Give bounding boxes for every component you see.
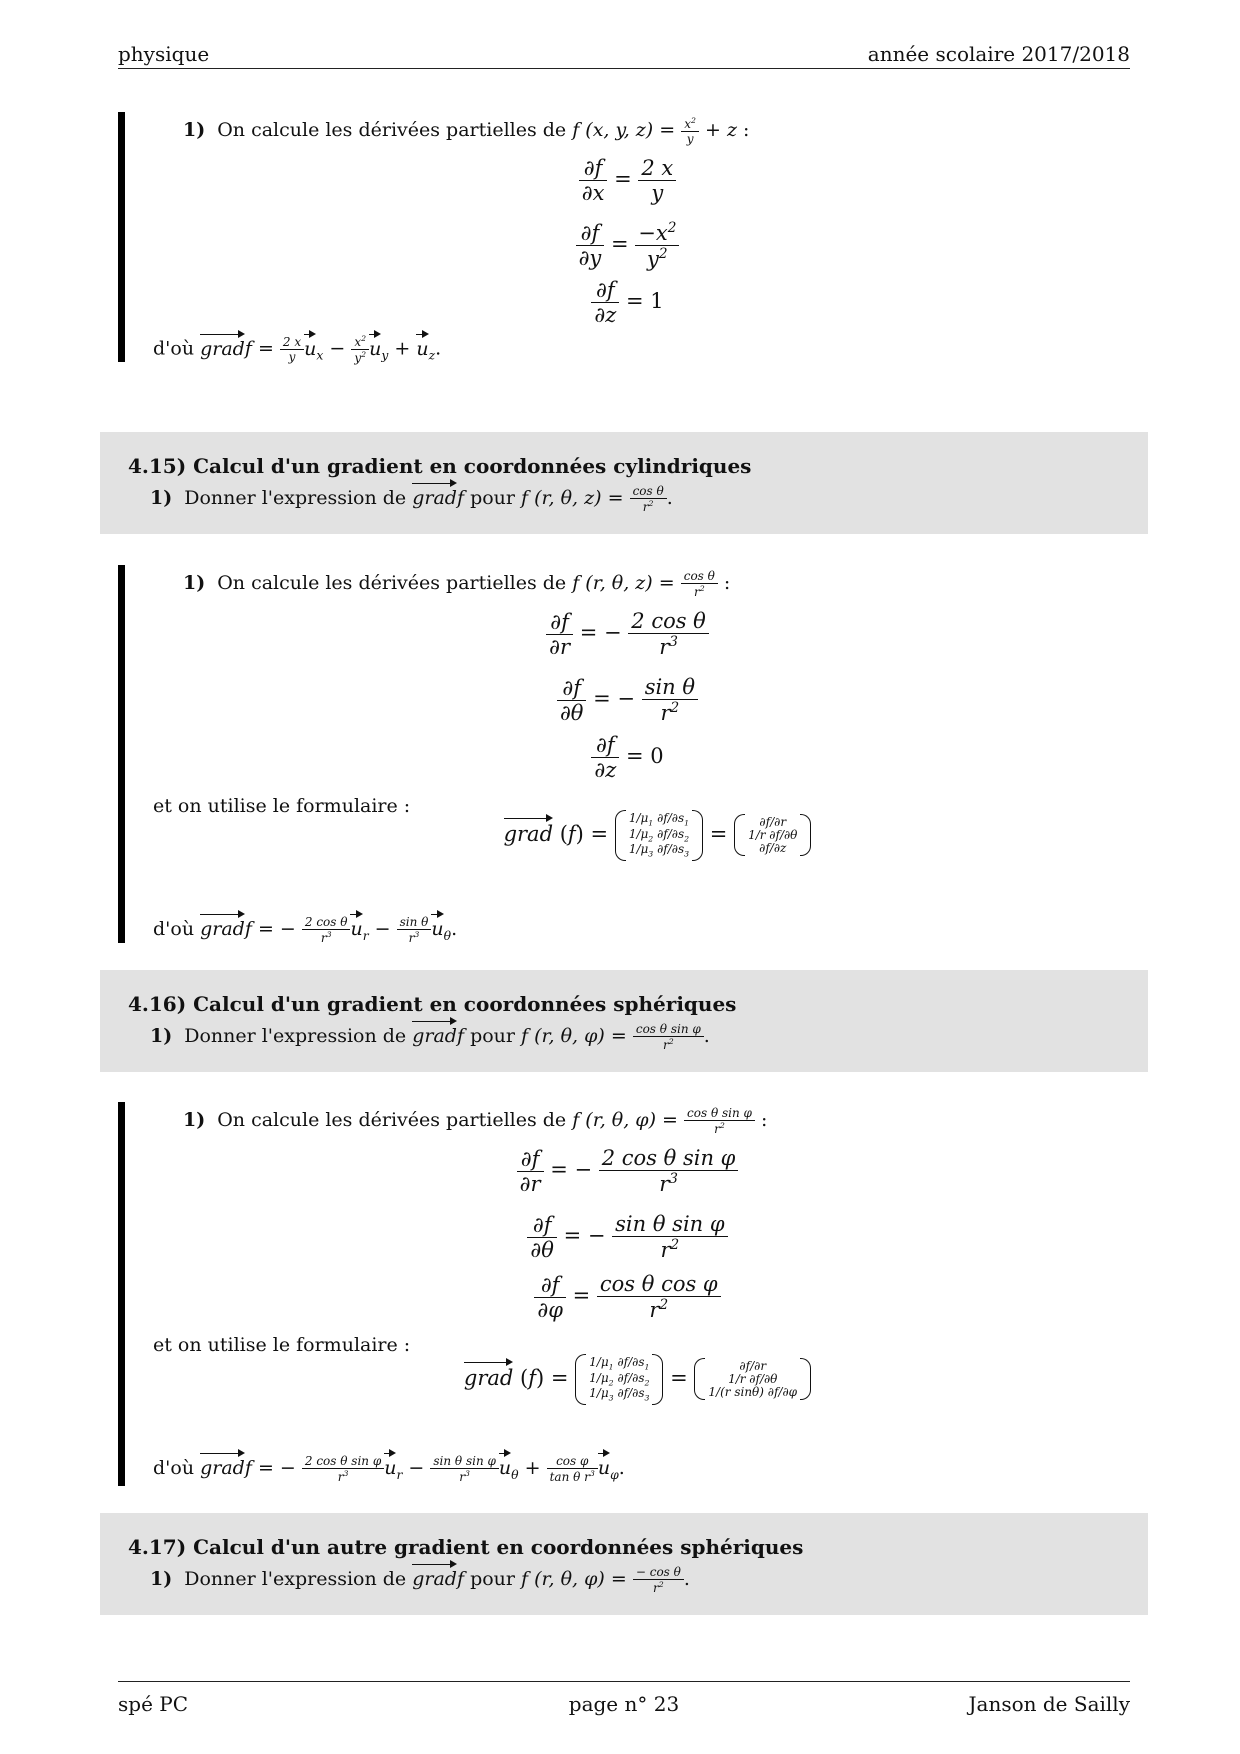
exercise-4-15-title: 4.15) Calcul d'un gradient en coordonnées cylindriques	[128, 454, 752, 478]
exercise-4-16-question: 1) Donner l'expression de gradf pour f (r, θ, φ) = $\frac{\text{cos θ sin φ}}{r^2}$ .	[150, 1022, 710, 1052]
exercise-4-15	[100, 432, 1148, 534]
equation-dfdx: $\frac{\partial f}{\partial x}$ = $\frac{2 x}{y}$	[125, 156, 1130, 205]
solution-block-2	[118, 565, 1130, 943]
page-footer	[118, 1681, 1130, 1722]
gradient-formula-cylindrical: grad $(f) = 1/\mu_1$ $\partial f/\partial s_1$ $1/\mu_2$ $\partial f/\partial s_2$ $1/\mu_3$ $\partial f/\partial s_3 = \partial f/\partial r$ 1/r ∂f/∂θ ∂f/∂z	[185, 810, 1130, 861]
solution-3-intro: 1) On calcule les dérivées partielles de f (r, θ, φ) = $\frac{\text{cos θ sin φ}}{r^2}$ :	[183, 1106, 768, 1136]
footer-class: spé PC	[118, 1692, 189, 1716]
solution-2-intro: 1) On calcule les dérivées partielles de f (r, θ, z) = $\frac{\text{cos θ}}{r^2}$ :	[183, 569, 731, 599]
equation-dfdphi-3: $\frac{\partial f}{\partial\varphi}$ = $\frac{\text{cos θ cos φ}}{r^2}$	[125, 1272, 1130, 1322]
footer-page-number: page n° 23	[568, 1692, 680, 1716]
equation-dfdy: $\frac{\partial f}{\partial y}$ = $\frac{-x^2}{y^2}$	[125, 220, 1130, 271]
equation-dfdz: $\frac{\partial f}{\partial z}$ = 1	[125, 278, 1130, 327]
exercise-4-15-question: 1) Donner l'expression de gradf pour f (r, θ, z) = $\frac{\text{cos θ}}{r^2}$ .	[150, 484, 673, 514]
page-header	[118, 40, 1130, 69]
solution-1-intro: 1) On calcule les dérivées partielles de f (x, y, z) = $\frac{x^2}{y}$ + z :	[183, 116, 750, 146]
equation-dfdz-2: $\frac{\partial f}{\partial z}$ = 0	[125, 733, 1130, 782]
header-subject: physique	[118, 42, 210, 66]
solution-2-formulaire-label: et on utilise le formulaire :	[153, 795, 411, 817]
equation-dfdr-3: $\frac{\partial f}{\partial r}$ = − $\frac{\text{2 cos θ sin φ}}{r^3}$	[125, 1146, 1130, 1196]
solution-block-1	[118, 112, 1130, 365]
exercise-4-17-question: 1) Donner l'expression de gradf pour f (r, θ, φ) = $\frac{\text{− cos θ}}{r^2}$ .	[150, 1565, 690, 1595]
header-year: année scolaire 2017/2018	[867, 42, 1130, 66]
solution-1-conclusion: d'où gradf = $\frac{2 x}{y}$ $u_x$ − $\frac{x^2}{y^2}$ $u_y + u_z$.	[153, 334, 442, 365]
equation-dfdtheta-3: $\frac{\partial f}{\partial\theta}$ = − $\frac{\text{sin θ sin φ}}{r^2}$	[125, 1212, 1130, 1262]
gradient-formula-spherical: grad $(f) = 1/\mu_1$ $\partial f/\partial s_1$ $1/\mu_2$ $\partial f/\partial s_2$ $1/\mu_3$ $\partial f/\partial s_3 = \partial f/\partial r$ 1/r ∂f/∂θ 1/(r sinθ) ∂f/∂φ	[145, 1354, 1130, 1405]
solution-3-formulaire-label: et on utilise le formulaire :	[153, 1334, 411, 1356]
equation-dfdtheta: $\frac{\partial f}{\partial\theta}$ = − $\frac{\text{sin θ}}{r^2}$	[125, 675, 1130, 725]
footer-school: Janson de Sailly	[968, 1692, 1130, 1716]
exercise-4-17	[100, 1513, 1148, 1615]
exercise-4-16	[100, 970, 1148, 1072]
exercise-4-16-title: 4.16) Calcul d'un gradient en coordonnées sphériques	[128, 992, 737, 1016]
solution-3-conclusion: d'où gradf = − $\frac{\text{2 cos θ sin φ}}{r^3}$ $u_r$ − $\frac{\text{sin θ sin φ}}{r^3}$ $u_\theta$ + $\frac{\text{cos φ}}{\tan \theta r^3}$ $u_\varphi$.	[153, 1454, 625, 1484]
solution-block-3	[118, 1102, 1130, 1486]
exercise-4-17-title: 4.17) Calcul d'un autre gradient en coordonnées sphériques	[128, 1535, 804, 1559]
equation-dfdr: $\frac{\partial f}{\partial r}$ = − $\frac{\text{2 cos θ}}{r^3}$	[125, 609, 1130, 659]
solution-2-conclusion: d'où gradf = − $\frac{\text{2 cos θ}}{r^3}$ $u_r$ − $\frac{\text{sin θ}}{r^3}$ $u_\theta$.	[153, 915, 458, 945]
